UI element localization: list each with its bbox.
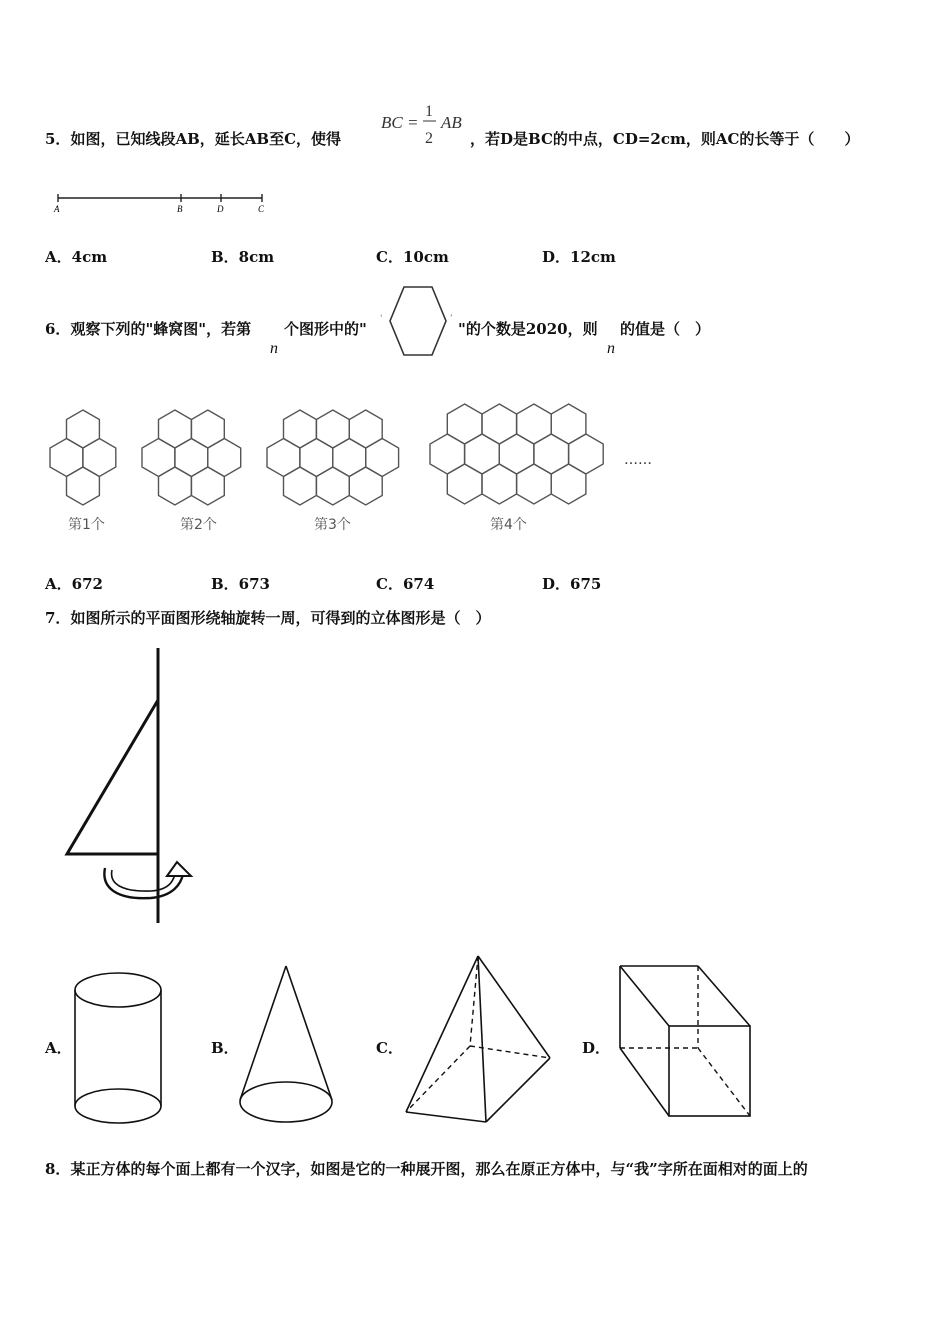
honeycomb-hexagon <box>551 404 586 444</box>
q5-number: 5． <box>45 130 71 148</box>
q6-stem-3: "的个数是2020，则 <box>458 320 598 338</box>
q6-option-c[interactable]: C．674 <box>376 575 435 593</box>
honeycomb-hexagon <box>517 464 552 504</box>
honeycomb-hexagon <box>175 439 208 477</box>
honeycomb-hexagon <box>534 434 569 474</box>
honeycomb-figure-2 <box>140 408 252 510</box>
q5-option-d[interactable]: D．12cm <box>542 248 616 266</box>
q5-text-a: 如图，已知线段AB，延长AB至C，使得 <box>70 130 342 148</box>
q6-option-d[interactable]: D．675 <box>542 575 602 593</box>
honeycomb-hexagon <box>569 434 604 474</box>
q5-stem <box>45 128 341 149</box>
pyramid-shape <box>398 950 558 1130</box>
cylinder-shape <box>70 970 170 1130</box>
q8-stem <box>45 1158 808 1179</box>
honeycomb-label-2: 第2个 <box>180 517 217 533</box>
q7-option-c[interactable]: C． <box>376 1039 403 1057</box>
honeycomb-hexagon <box>316 410 349 448</box>
honeycomb-label-3: 第3个 <box>314 517 351 533</box>
formula-denominator: 2 <box>425 130 433 147</box>
honeycomb-hexagon <box>430 434 465 474</box>
honeycomb-label-1: 第1个 <box>68 517 105 533</box>
honeycomb-hexagon <box>67 467 100 505</box>
q5-line-figure <box>50 190 275 218</box>
q7-stem <box>45 607 490 628</box>
honeycomb-hexagon <box>482 404 517 444</box>
hexagon-icon <box>378 284 458 360</box>
honeycomb-hexagon <box>447 404 482 444</box>
q6-stem-4: 的值是（ ） <box>620 320 711 338</box>
q6-option-a[interactable]: A．672 <box>45 575 103 593</box>
honeycomb-hexagon <box>284 467 317 505</box>
q6-text-a: 观察下列的"蜂窝图"，若第 <box>70 320 252 338</box>
honeycomb-hexagon <box>300 439 333 477</box>
q8-number: 8． <box>45 1160 71 1178</box>
prism-shape <box>612 958 757 1123</box>
honeycomb-ellipsis: …… <box>624 452 652 468</box>
label-D: D <box>217 204 224 214</box>
rotation-arrowhead <box>167 862 191 876</box>
formula-left: BC = <box>381 113 419 132</box>
q8-text: 某正方体的每个面上都有一个汉字，如图是它的一种展开图，那么在原正方体中，与“我”字所在面相对的面上的 <box>70 1160 808 1178</box>
honeycomb-hexagon <box>333 439 366 477</box>
q6-var-n-1: n <box>270 340 278 357</box>
label-B: B <box>177 204 183 214</box>
q5-formula <box>378 98 473 150</box>
q6-number: 6． <box>45 320 71 338</box>
q7-option-d[interactable]: D． <box>582 1039 611 1057</box>
q5-stem-cont <box>470 128 859 149</box>
right-triangle <box>67 700 158 854</box>
honeycomb-hexagon <box>159 467 192 505</box>
honeycomb-hexagon <box>366 439 399 477</box>
cone-shape <box>235 960 340 1130</box>
svg-text:’: ’ <box>450 313 453 322</box>
honeycomb-hexagon <box>447 464 482 504</box>
q7-option-a[interactable]: A． <box>45 1039 72 1057</box>
q5-option-b[interactable]: B．8cm <box>211 248 275 266</box>
honeycomb-figure-1 <box>48 408 128 510</box>
honeycomb-hexagon <box>349 410 382 448</box>
q7-number: 7． <box>45 609 71 627</box>
honeycomb-hexagon <box>191 467 224 505</box>
honeycomb-hexagon <box>551 464 586 504</box>
honeycomb-hexagon <box>349 467 382 505</box>
q6-option-b[interactable]: B．673 <box>211 575 270 593</box>
honeycomb-hexagon <box>67 410 100 448</box>
honeycomb-hexagon <box>159 410 192 448</box>
honeycomb-hexagon <box>316 467 349 505</box>
rotation-arrow-inner <box>112 870 175 891</box>
honeycomb-hexagon <box>482 464 517 504</box>
label-C: C <box>258 204 265 214</box>
label-A: A <box>54 204 60 214</box>
honeycomb-label-4: 第4个 <box>490 517 527 533</box>
q7-text: 如图所示的平面图形绕轴旋转一周，可得到的立体图形是（ ） <box>70 609 491 627</box>
honeycomb-hexagon <box>267 439 300 477</box>
honeycomb-hexagon <box>465 434 500 474</box>
honeycomb-hexagon <box>499 434 534 474</box>
honeycomb-figure-3 <box>265 408 410 510</box>
q5-text-b: ，若D是BC的中点，CD=2cm，则AC的长等于（ ） <box>470 130 860 148</box>
honeycomb-hexagon <box>50 439 83 477</box>
honeycomb-hexagon <box>83 439 116 477</box>
q7-option-b[interactable]: B． <box>211 1039 239 1057</box>
honeycomb-hexagon <box>191 410 224 448</box>
honeycomb-hexagon <box>517 404 552 444</box>
q6-var-n-2: n <box>607 340 615 357</box>
honeycomb-hexagon <box>284 410 317 448</box>
q7-rotation-figure <box>55 640 205 930</box>
svg-text:‘: ‘ <box>380 313 383 322</box>
q6-stem-2: 个图形中的" <box>284 320 367 338</box>
q5-option-a[interactable]: A．4cm <box>45 248 108 266</box>
honeycomb-figure-4 <box>428 402 610 510</box>
formula-numerator: 1 <box>425 103 433 120</box>
formula-right: AB <box>441 113 462 132</box>
q6-stem <box>45 318 251 339</box>
q5-option-c[interactable]: C．10cm <box>376 248 449 266</box>
honeycomb-hexagon <box>208 439 241 477</box>
honeycomb-hexagon <box>142 439 175 477</box>
